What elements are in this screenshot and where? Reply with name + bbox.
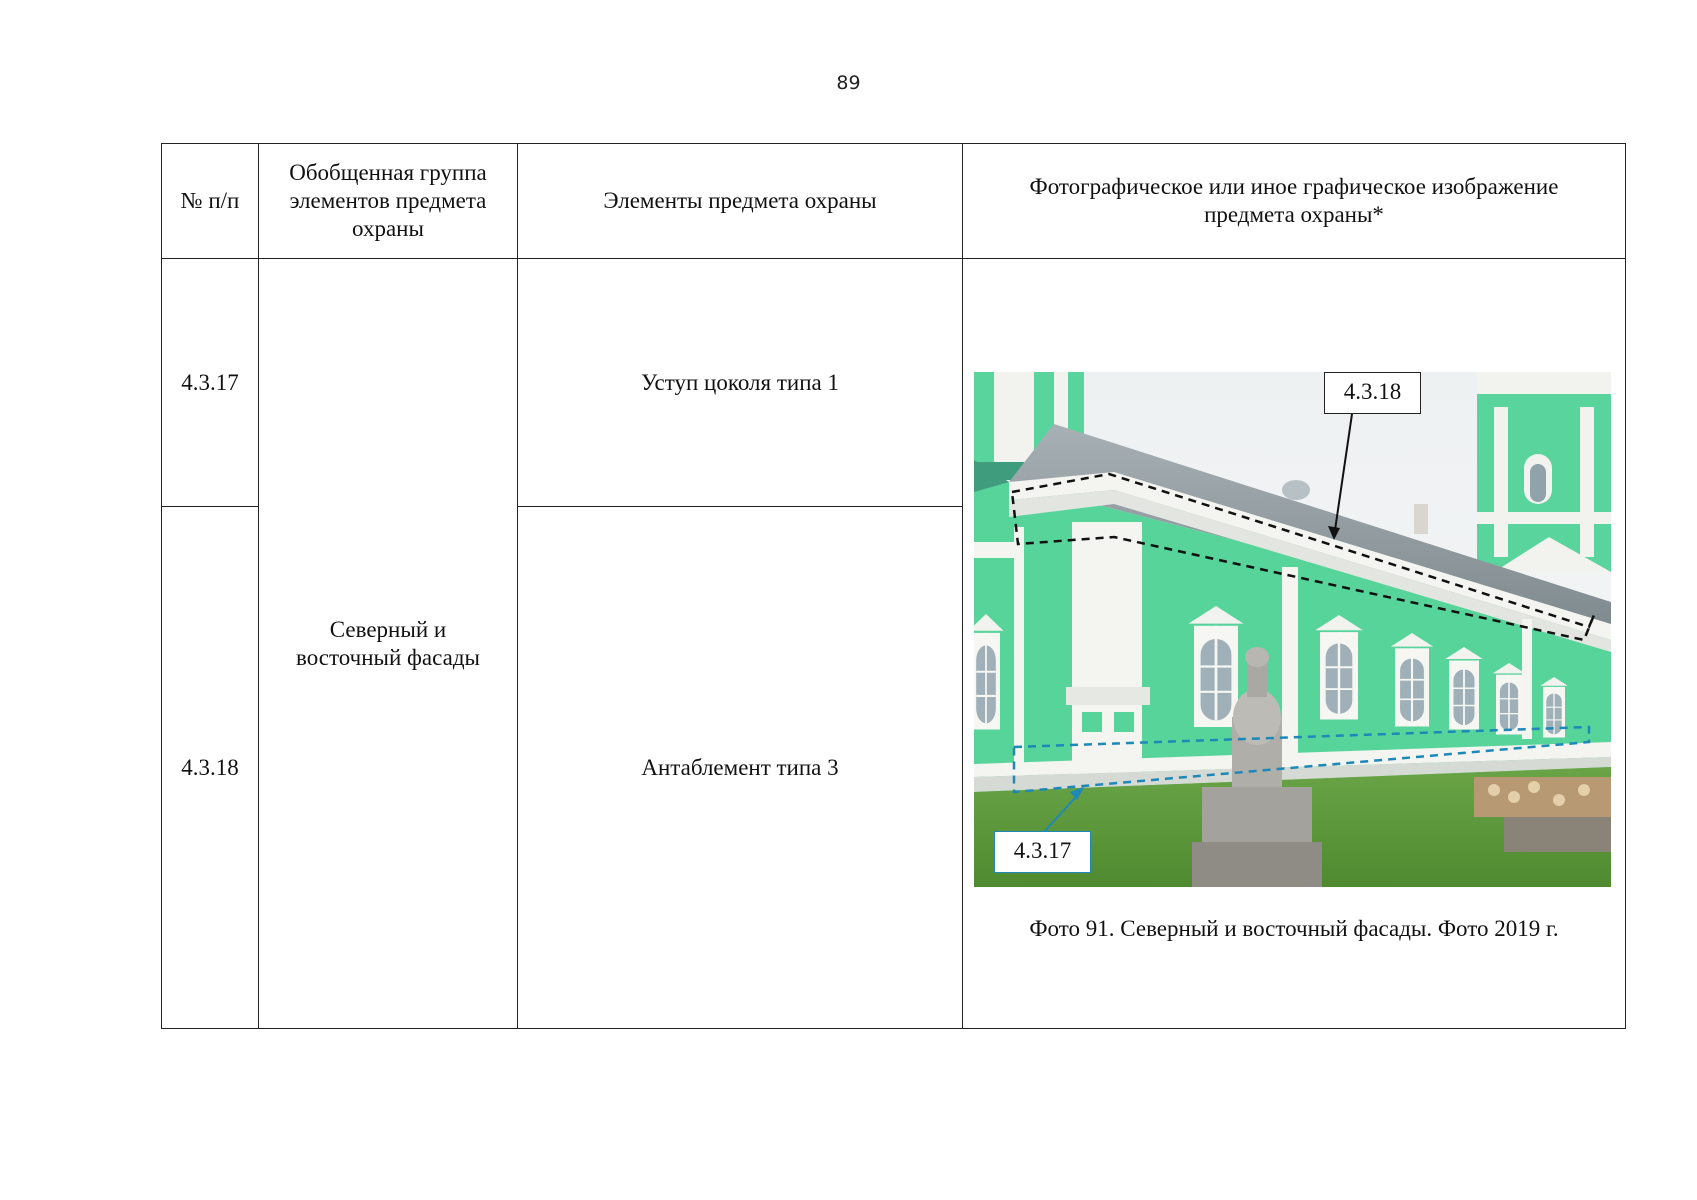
callout-4-3-18: 4.3.18 [1324, 372, 1421, 414]
element-cell: Антаблемент типа 3 [518, 507, 963, 1029]
facade-photo [974, 372, 1611, 887]
facade-photo-drawing [974, 372, 1611, 887]
photo-caption: Фото 91. Северный и восточный фасады. Фото 2019 г. [1029, 916, 1559, 941]
row-number: 4.3.18 [162, 507, 259, 1029]
photo-cell [963, 259, 1626, 1029]
table-header-row [162, 144, 1626, 259]
page-number: 89 [836, 72, 861, 94]
header-num: № п/п [162, 144, 259, 259]
header-image: Фотографическое или иное графическое изображение предмета охраны* [963, 144, 1626, 259]
element-cell: Уступ цоколя типа 1 [518, 259, 963, 507]
group-cell: Северный и восточный фасады [259, 259, 518, 1029]
callout-4-3-17: 4.3.17 [994, 831, 1091, 873]
header-elements: Элементы предмета охраны [518, 144, 963, 259]
row-number: 4.3.17 [162, 259, 259, 507]
protection-table [161, 143, 1626, 1029]
table-row [162, 259, 1626, 507]
header-group: Обобщенная группа элементов предмета охраны [259, 144, 518, 259]
